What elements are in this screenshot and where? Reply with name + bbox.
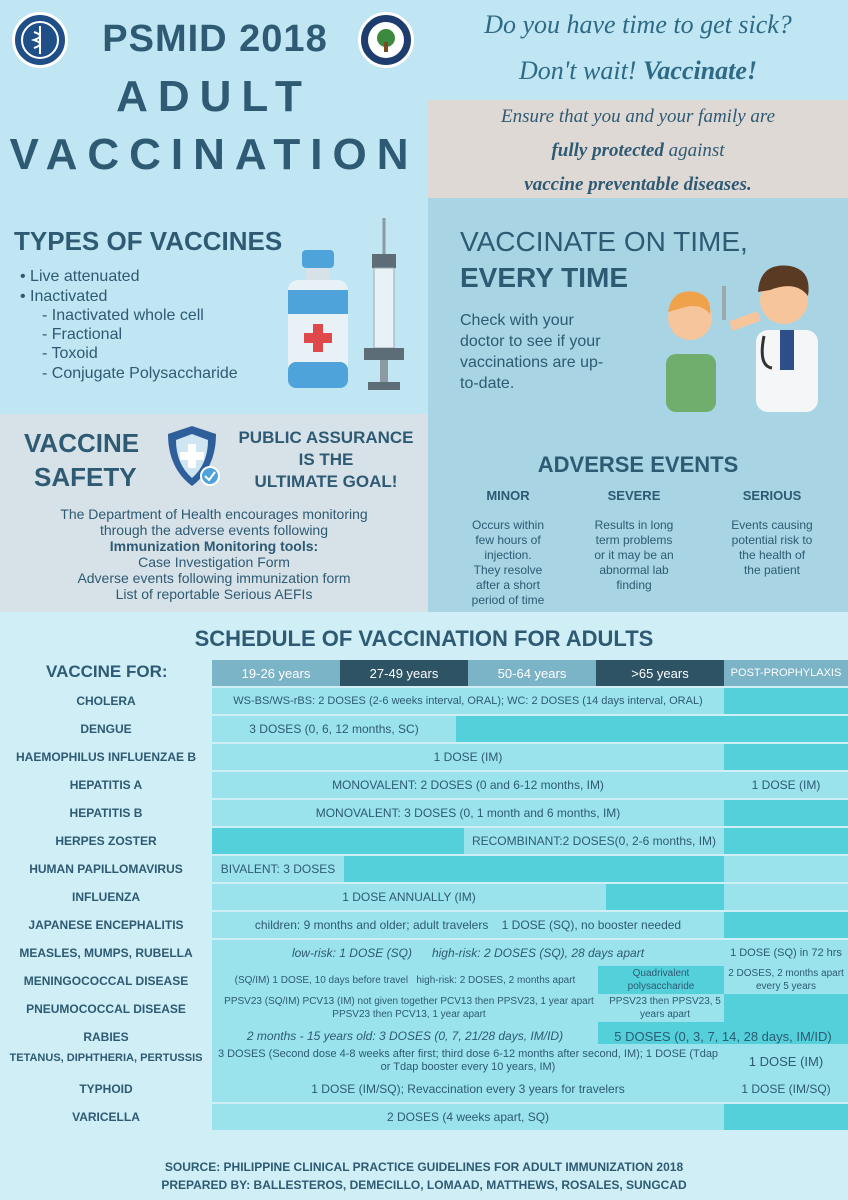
cell-influenza: 1 DOSE ANNUALLY (IM) [212, 884, 606, 910]
cell-meningococcal: (SQ/IM) 1 DOSE, 10 days before travel high-risk: 2 DOSES, 2 months apart [212, 966, 598, 994]
adverse-line: or it may be an [594, 548, 674, 562]
cell-mmr: low-risk: 1 DOSE (SQ) high-risk: 2 DOSES (SQ), 28 days apart [212, 940, 724, 966]
adverse-line: potential risk to [731, 533, 813, 547]
ontime-body: vaccinations are up- [460, 354, 604, 371]
cell-hepb-post [724, 800, 848, 826]
type-item: • Live attenuated [20, 268, 140, 285]
cell-meningococcal-post: 2 DOSES, 2 months apart every 5 years [724, 966, 848, 994]
title-vaccination: VACCINATION [9, 130, 419, 179]
cell-hpv: BIVALENT: 3 DOSES [212, 856, 344, 882]
safety-tool: Adverse events following immunization form [77, 570, 351, 586]
adverse-line: finding [616, 578, 652, 592]
ensure-line-2 [428, 140, 848, 162]
internal-medicine-logo [358, 12, 414, 68]
adverse-text-minor [458, 518, 558, 608]
cebu-institute-logo [12, 12, 68, 68]
type-item: - Toxoid [42, 345, 98, 362]
ensure-rest: against [663, 140, 725, 161]
adverse-text-serious [722, 518, 822, 578]
cell-pneumococcal-post [724, 994, 848, 1022]
col-65-plus: >65 years [596, 660, 724, 686]
cell-zoster-post [724, 828, 848, 854]
cell-cholera: WS-BS/WS-rBS: 2 DOSES (2-6 weeks interval, ORAL); WC: 2 DOSES (14 days interval, ORAL) [212, 688, 724, 714]
type-item: - Inactivated whole cell [42, 307, 204, 324]
adverse-heading-serious: SERIOUS [742, 488, 802, 503]
ontime-title-1: VACCINATE ON TIME, [460, 226, 748, 257]
adverse-line: They resolve [473, 563, 543, 577]
ontime-title-2: EVERY TIME [460, 262, 629, 293]
cell-zoster: RECOMBINANT:2 DOSES(0, 2-6 months, IM) [464, 828, 724, 854]
cell-typhoid-post: 1 DOSE (IM/SQ) [724, 1076, 848, 1102]
row-label-hib: HAEMOPHILUS INFLUENZAE B [16, 750, 196, 764]
adverse-line: injection. [484, 548, 532, 562]
type-item: - Conjugate Polysaccharide [42, 365, 238, 382]
row-label-varicella: VARICELLA [72, 1110, 140, 1124]
schedule-title: SCHEDULE OF VACCINATION FOR ADULTS [194, 626, 654, 651]
row-label-hpv: HUMAN PAPILLOMAVIRUS [29, 862, 183, 876]
adverse-line: period of time [471, 593, 545, 607]
cell-hepa: MONOVALENT: 2 DOSES (0 and 6-12 months, IM) [212, 772, 724, 798]
safety-title-1: VACCINE [24, 428, 140, 458]
adverse-line: few hours of [475, 533, 541, 547]
title-adult: ADULT [116, 72, 312, 121]
cell-rabies: 2 months - 15 years old: 3 DOSES (0, 7, 21/28 days, IM/ID) [212, 1022, 598, 1050]
cell-influenza-post [724, 884, 848, 910]
adverse-line: the health of [738, 548, 806, 562]
row-label-typhoid: TYPHOID [79, 1082, 133, 1096]
cell-hib: 1 DOSE (IM) [212, 744, 724, 770]
row-label-hepb: HEPATITIS B [69, 806, 143, 820]
adverse-heading-minor: MINOR [486, 488, 530, 503]
tagline-cta [428, 56, 848, 86]
syringe-icon [362, 218, 406, 397]
adverse-text-severe [584, 518, 684, 593]
cell-tdap-post: 1 DOSE (IM) [724, 1044, 848, 1078]
safety-title-2: SAFETY [34, 462, 137, 492]
ensure-bold: fully protected [551, 140, 664, 161]
cell-tdap: 3 DOSES (Second dose 4-8 weeks after first; third dose 6-12 months after second, IM); 1 DOSE (Tdap or Tdap booster every 10 years, IM) [212, 1044, 724, 1078]
assurance-line: IS THE [298, 450, 354, 469]
cell-hpv-na [344, 856, 724, 882]
adverse-heading-severe: SEVERE [607, 488, 661, 503]
adverse-title: ADVERSE EVENTS [537, 452, 739, 477]
row-label-pneumococcal: PNEUMOCOCCAL DISEASE [26, 1002, 186, 1016]
adverse-line: Events causing [731, 518, 813, 532]
type-item: - Fractional [42, 326, 123, 343]
footer-source: SOURCE: PHILIPPINE CLINICAL PRACTICE GUIDELINES FOR ADULT IMMUNIZATION 2018 [164, 1160, 684, 1174]
tagline-question: Do you have time to get sick? [484, 10, 792, 39]
doctor-patient-illustration [660, 256, 830, 417]
row-label-meningococcal: MENINGOCOCCAL DISEASE [23, 974, 189, 988]
cell-je-post [724, 912, 848, 938]
cell-zoster-na [212, 828, 464, 854]
adverse-line: abnormal lab [599, 563, 669, 577]
types-title: TYPES OF VACCINES [14, 226, 283, 256]
cell-pneumococcal-65: PPSV23 then PPSV23, 5 years apart [606, 994, 724, 1022]
cell-hepa-post: 1 DOSE (IM) [724, 772, 848, 798]
cta-bold: Vaccinate! [642, 56, 758, 85]
assurance-line: ULTIMATE GOAL! [254, 472, 398, 491]
safety-tool: Case Investigation Form [138, 554, 290, 570]
type-item: • Inactivated [20, 288, 108, 305]
row-label-dengue: DENGUE [80, 722, 132, 736]
row-label-cholera: CHOLERA [76, 694, 136, 708]
cell-varicella: 2 DOSES (4 weeks apart, SQ) [212, 1104, 724, 1130]
cell-hpv-post [724, 856, 848, 882]
ontime-body: doctor to see if your [460, 333, 601, 350]
assurance-line: PUBLIC ASSURANCE [238, 428, 414, 447]
safety-tool: List of reportable Serious AEFIs [115, 586, 313, 602]
cell-dengue-na [456, 716, 848, 742]
row-label-je: JAPANESE ENCEPHALITIS [28, 918, 184, 932]
cell-dengue: 3 DOSES (0, 6, 12 months, SC) [212, 716, 456, 742]
row-label-rabies: RABIES [83, 1030, 129, 1044]
safety-body: The Department of Health encourages monitoring [60, 506, 368, 522]
ontime-body: to-date. [460, 375, 515, 392]
row-label-zoster: HERPES ZOSTER [55, 834, 157, 848]
row-label-hepa: HEPATITIS A [69, 778, 143, 792]
safety-body: through the adverse events following [99, 522, 329, 538]
cell-meningococcal-65: Quadrivalent polysaccharide [598, 966, 724, 994]
ontime-body: Check with your [460, 312, 574, 329]
row-label-influenza: INFLUENZA [72, 890, 140, 904]
cta-prefix: Don't wait! [518, 56, 643, 85]
footer-prepared: PREPARED BY: BALLESTEROS, DEMECILLO, LOMAAD, MATTHEWS, ROSALES, SUNGCAD [161, 1178, 687, 1192]
title-psmid: PSMID 2018 [102, 18, 328, 60]
vaccine-for-label: VACCINE FOR: [46, 662, 168, 681]
cell-typhoid: 1 DOSE (IM/SQ); Revaccination every 3 years for travelers [212, 1076, 724, 1102]
adverse-line: after a short [475, 578, 541, 592]
adverse-line: the patient [743, 563, 801, 577]
cell-hib-post [724, 744, 848, 770]
col-19-26: 19-26 years [212, 660, 340, 686]
col-27-49: 27-49 years [340, 660, 468, 686]
col-50-64: 50-64 years [468, 660, 596, 686]
adverse-line: Results in long [594, 518, 674, 532]
shield-icon [164, 424, 220, 493]
vaccine-vial-icon [286, 250, 350, 395]
adverse-line: Occurs within [471, 518, 545, 532]
cell-rabies-65: 5 DOSES (0, 3, 7, 14, 28 days, IM/ID) [598, 1022, 848, 1050]
row-label-mmr: MEASLES, MUMPS, RUBELLA [19, 946, 193, 960]
cell-hepb: MONOVALENT: 3 DOSES (0, 1 month and 6 months, IM) [212, 800, 724, 826]
cell-mmr-post: 1 DOSE (SQ) in 72 hrs [724, 940, 848, 966]
cell-influenza-65 [606, 884, 724, 910]
cell-cholera-post [724, 688, 848, 714]
adverse-line: term problems [595, 533, 673, 547]
cell-pneumococcal: PPSV23 (SQ/IM) PCV13 (IM) not given together PCV13 then PPSV23, 1 year apart PPSV23 then PCV13, 1 year apart [212, 994, 606, 1022]
row-label-tdap: TETANUS, DIPHTHERIA, PERTUSSIS [9, 1052, 203, 1064]
ensure-line-1: Ensure that you and your family are [500, 106, 776, 127]
cell-je: children: 9 months and older; adult travelers 1 DOSE (SQ), no booster needed [212, 912, 724, 938]
ensure-line-3: vaccine preventable diseases. [524, 174, 752, 195]
col-post-prophylaxis: POST-PROPHYLAXIS [724, 660, 848, 686]
safety-tools-title: Immunization Monitoring tools: [109, 538, 319, 554]
cell-varicella-post [724, 1104, 848, 1130]
